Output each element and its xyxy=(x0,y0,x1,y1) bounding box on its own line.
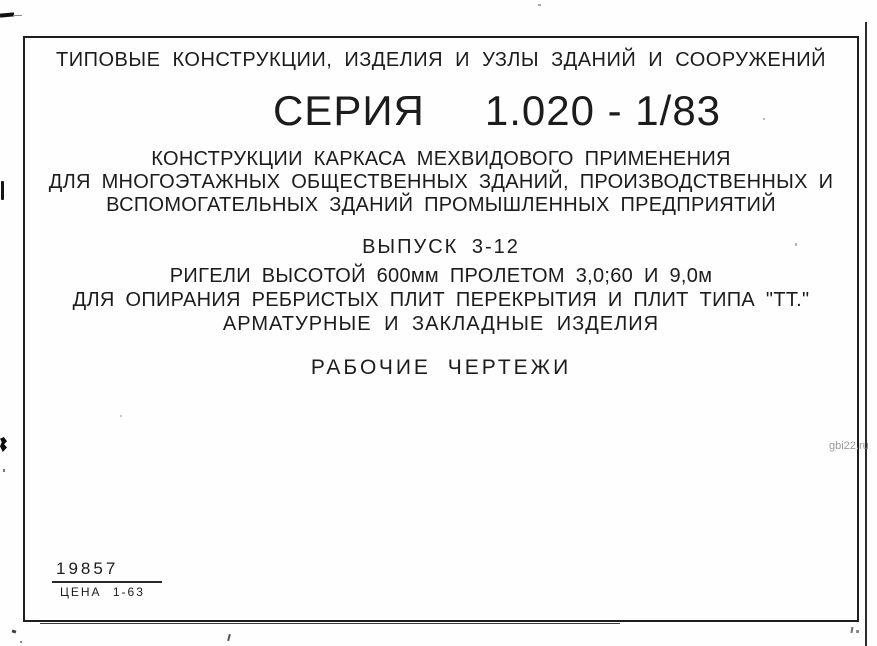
issue-label: ВЫПУСК 3-12 xyxy=(362,236,520,258)
border-frame-bottom-line xyxy=(40,623,620,624)
site-watermark: gbi22.ru xyxy=(829,440,869,452)
scan-artifact-speck-4 xyxy=(120,415,122,417)
scan-artifact-bottom-right-dot xyxy=(856,630,859,633)
series-line xyxy=(81,87,877,134)
subtitle-line-2: ДЛЯ МНОГОЭТАЖНЫХ ОБЩЕСТВЕННЫХ ЗДАНИЙ, ПРОИЗВОДСТВЕННЫХ И xyxy=(48,171,834,193)
stamp-block xyxy=(52,560,162,598)
scan-artifact-top-left-dash-tail xyxy=(13,15,22,16)
header-title: ТИПОВЫЕ КОНСТРУКЦИИ, ИЗДЕЛИЯ И УЗЛЫ ЗДАНИЙ И СООРУЖЕНИЙ xyxy=(56,49,826,71)
contents-line-1: РИГЕЛИ ВЫСОТОЙ 600мм ПРОЛЕТОМ 3,0;60 И 9,0м xyxy=(169,265,713,287)
scan-artifact-bottom-left-mark xyxy=(12,629,17,633)
scan-artifact-speck-1 xyxy=(538,4,541,6)
contents-line-2: ДЛЯ ОПИРАНИЯ РЕБРИСТЫХ ПЛИТ ПЕРЕКРЫТИЯ И ПЛИТ ТИПА "ТТ." xyxy=(72,289,810,311)
scan-artifact-bottom-mark xyxy=(227,634,231,641)
scan-artifact-bottom-left-dot xyxy=(20,641,22,643)
stamp-price: ЦЕНА 1-63 xyxy=(60,585,145,599)
stamp-code: 19857 xyxy=(52,560,162,583)
series-label: СЕРИЯ xyxy=(272,87,425,134)
scan-artifact-left-bar xyxy=(1,181,4,200)
scan-artifact-left-tick xyxy=(0,437,7,452)
contents-line-3: АРМАТУРНЫЕ И ЗАКЛАДНЫЕ ИЗДЕЛИЯ xyxy=(222,313,660,335)
worktype-title: РАБОЧИЕ ЧЕРТЕЖИ xyxy=(310,356,572,379)
scan-artifact-bottom-right-mark xyxy=(850,627,853,633)
subtitle-line-3: ВСПОМОГАТЕЛЬНЫХ ЗДАНИЙ ПРОМЫШЛЕННЫХ ПРЕДПРИЯТИЙ xyxy=(106,194,776,216)
series-number: 1.020 - 1/83 xyxy=(484,87,722,134)
subtitle-line-1: КОНСТРУКЦИИ КАРКАСА МЕХВИДОВОГО ПРИМЕНЕНИЯ xyxy=(151,148,731,170)
scan-artifact-left-dot xyxy=(3,469,5,472)
